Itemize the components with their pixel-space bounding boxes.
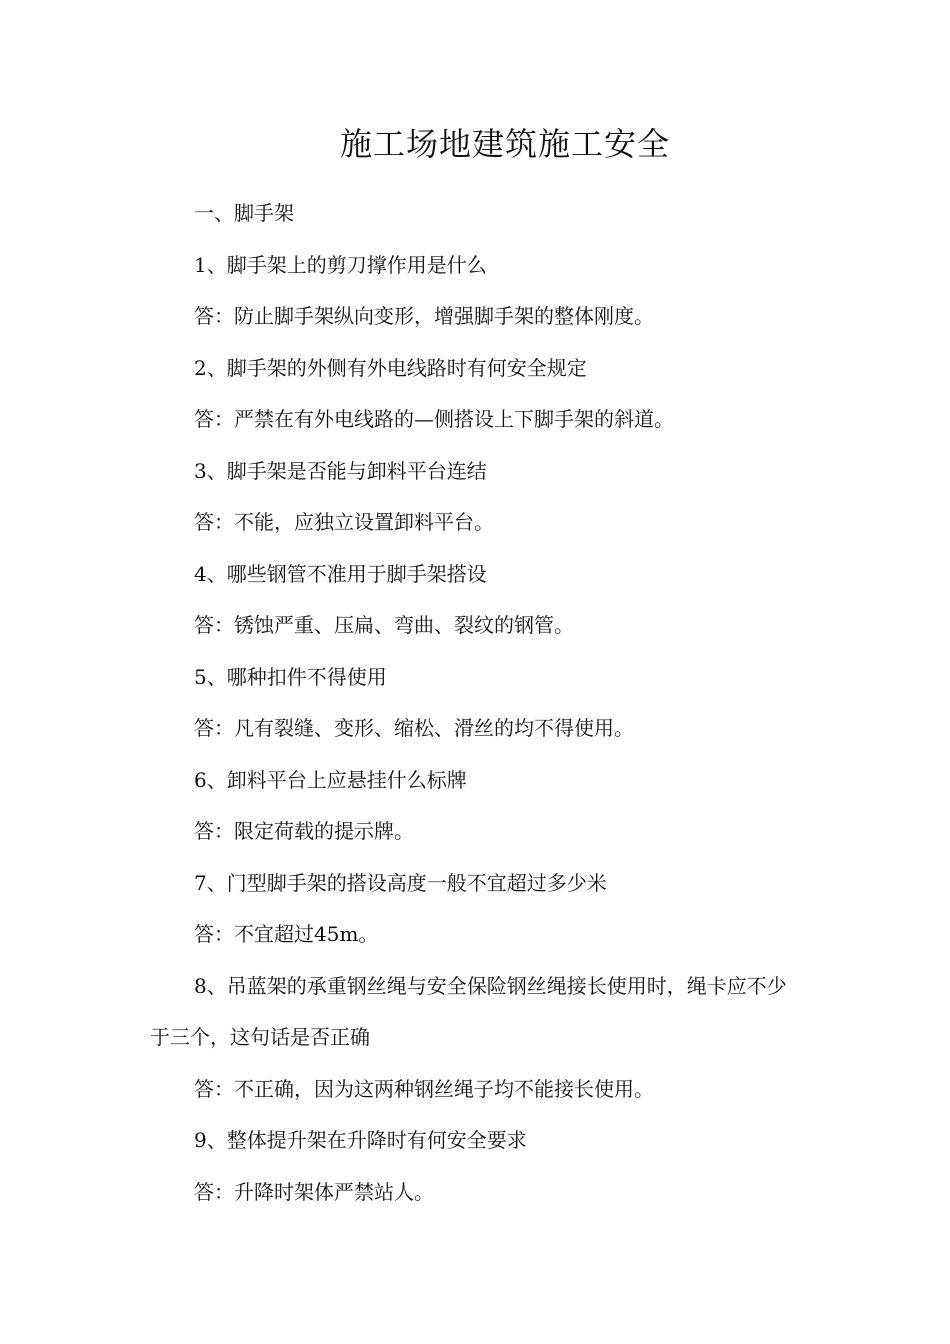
question-7: 7、门型脚手架的搭设高度一般不宜超过多少米	[194, 870, 607, 895]
question-9: 9、整体提升架在升降时有何安全要求	[194, 1128, 527, 1152]
question-6: 6、卸料平台上应悬挂什么标牌	[194, 767, 467, 792]
question-1: 1、脚手架上的剪刀撑作用是什么	[194, 252, 487, 277]
question-8: 8、吊蓝架的承重钢丝绳与安全保险钢丝绳接长使用时，绳卡应不少于三个，这句话是否正确	[150, 973, 787, 1049]
answer-1: 答：防止脚手架纵向变形，增强脚手架的整体刚度。	[194, 304, 654, 328]
answer-3: 答：不能，应独立设置卸料平台。	[194, 510, 494, 534]
question-5: 5、哪种扣件不得使用	[194, 664, 387, 689]
answer-6: 答：限定荷载的提示牌。	[194, 819, 414, 843]
question-3: 3、脚手架是否能与卸料平台连结	[194, 458, 487, 483]
section-heading: 一、脚手架	[194, 201, 294, 225]
question-4: 4、哪些钢管不准用于脚手架搭设	[194, 561, 487, 586]
answer-9: 答：升降时架体严禁站人。	[194, 1179, 434, 1204]
answer-7: 答：不宜超过45m。	[194, 922, 379, 946]
answer-2: 答：严禁在有外电线路的—侧搭设上下脚手架的斜道。	[194, 407, 674, 431]
document-body	[150, 188, 798, 1218]
answer-4: 答：锈蚀严重、压扁、弯曲、裂纹的钢管。	[194, 613, 574, 637]
answer-8: 答：不正确，因为这两种钢丝绳子均不能接长使用。	[194, 1076, 654, 1101]
document-title: 施工场地建筑施工安全	[339, 125, 670, 163]
question-2: 2、脚手架的外侧有外电线路时有何安全规定	[194, 355, 587, 380]
answer-5: 答：凡有裂缝、变形、缩松、滑丝的均不得使用。	[194, 716, 634, 740]
